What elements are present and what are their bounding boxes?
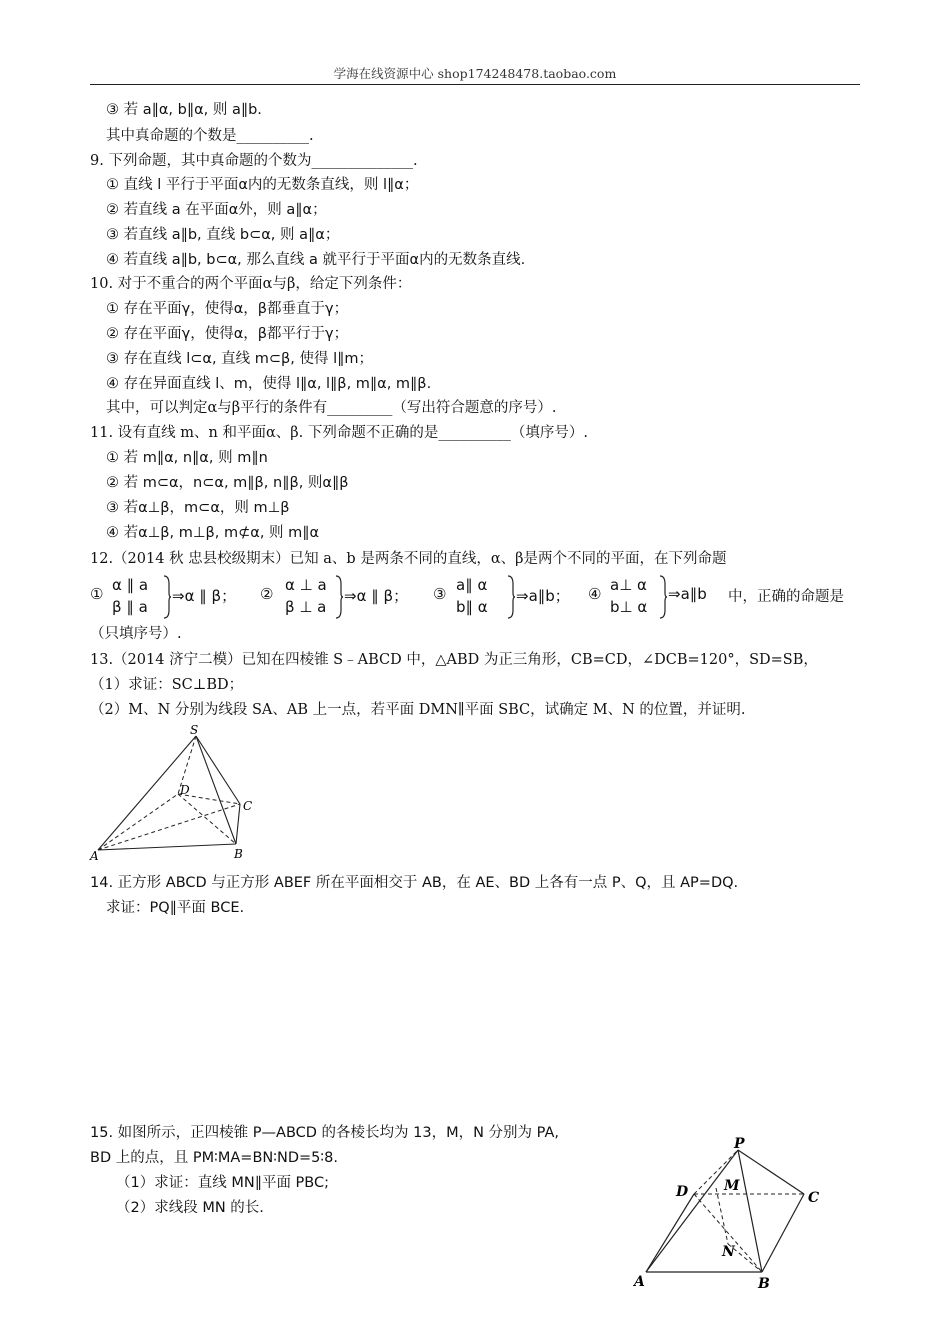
q9-item-2: ② 若直线 a 在平面α外，则 a∥α；	[106, 202, 327, 218]
q15-label-C: C	[808, 1190, 820, 1206]
q10-item-1: ① 存在平面γ，使得α，β都垂直于γ；	[106, 301, 349, 317]
sys3-conditions	[456, 574, 488, 618]
question-9: 9. 下列命题，其中真命题的个数为______________.	[90, 153, 418, 169]
sys3-cond-a: a∥ α	[456, 576, 488, 594]
q10-item-3: ③ 存在直线 l⊂α, 直线 m⊂β, 使得 l∥m；	[106, 351, 374, 367]
q15-label-A: A	[634, 1274, 645, 1290]
q13-part-1: （1）求证：SC⊥BD；	[90, 677, 244, 693]
q9-item-4: ④ 若直线 a∥b, b⊂α, 那么直线 a 就平行于平面α内的无数条直线.	[106, 252, 526, 268]
q12-tail: 中，正确的命题是	[728, 589, 844, 605]
q11-item-1: ① 若 m∥α, n∥α, 则 m∥n	[106, 450, 268, 466]
question-10: 10. 对于不重合的两个平面α与β，给定下列条件：	[90, 276, 412, 292]
q13-label-B: B	[234, 847, 243, 861]
page-header: 学海在线资源中心 shop174248478.taobao.com	[333, 66, 617, 81]
sys3-number: ③	[433, 585, 447, 603]
right-brace-icon	[334, 574, 344, 620]
q13-pyramid-figure	[88, 722, 268, 862]
q12-systems	[90, 574, 870, 620]
line-8-prompt: 其中真命题的个数是__________.	[106, 128, 314, 144]
sys1-number: ①	[90, 585, 104, 603]
q13-label-C: C	[243, 799, 253, 813]
q15-part-1: （1）求证：直线 MN∥平面 PBC;	[116, 1175, 329, 1191]
question-15: 15. 如图所示，正四棱锥 P—ABCD 的各棱长均为 13，M，N 分别为 PA,	[90, 1125, 560, 1141]
question-11: 11. 设有直线 m、n 和平面α、β. 下列命题不正确的是__________（填序号）.	[90, 425, 588, 441]
q15-pyramid-figure	[632, 1132, 832, 1292]
q9-item-1: ① 直线 l 平行于平面α内的无数条直线，则 l∥α；	[106, 177, 419, 193]
question-14: 14. 正方形 ABCD 与正方形 ABEF 所在平面相交于 AB，在 AE、BD 上各有一点 P、Q，且 AP=DQ.	[90, 875, 739, 891]
header-rule	[90, 84, 860, 85]
sys4-conditions	[610, 574, 647, 618]
sys2-conditions	[285, 574, 327, 618]
q13-part-2: （2）M、N 分别为线段 SA、AB 上一点，若平面 DMN∥平面 SBC，试确定 M、N 的位置，并证明.	[90, 702, 746, 718]
sys2-result: ⇒α ∥ β；	[344, 587, 409, 605]
q12-end: （只填序号）.	[90, 626, 182, 642]
line-8-3: ③ 若 a∥α, b∥α, 则 a∥b.	[106, 102, 262, 118]
question-12: 12.（2014 秋 忠县校级期末）已知 a、b 是两条不同的直线，α、β是两个不同的平面，在下列命题	[90, 551, 727, 567]
sys1-cond-a: α ∥ a	[112, 576, 149, 594]
sys3-result: ⇒a∥b；	[516, 587, 570, 605]
sys1-result: ⇒α ∥ β；	[172, 587, 237, 605]
q11-item-3: ③ 若α⊥β，m⊂α，则 m⊥β	[106, 500, 290, 516]
sys2-cond-a: α ⊥ a	[285, 576, 327, 594]
q10-item-4: ④ 存在异面直线 l、m，使得 l∥α, l∥β, m∥α, m∥β.	[106, 376, 432, 392]
q15-label-B: B	[758, 1276, 770, 1292]
right-brace-icon	[658, 574, 668, 620]
q10-item-2: ② 存在平面γ，使得α，β都平行于γ；	[106, 326, 349, 342]
right-brace-icon	[162, 574, 172, 620]
sys2-cond-b: β ⊥ a	[285, 598, 327, 616]
sys4-result: ⇒a∥b	[668, 585, 707, 603]
sys4-number: ④	[588, 585, 602, 603]
sys1-conditions	[112, 574, 148, 618]
q13-label-S: S	[190, 723, 199, 737]
q15-cont: BD 上的点，且 PM∶MA=BN∶ND=5∶8.	[90, 1150, 339, 1166]
right-brace-icon	[506, 574, 516, 620]
q14-prove: 求证：PQ∥平面 BCE.	[106, 900, 245, 916]
q13-label-D: D	[180, 783, 190, 797]
q13-label-A: A	[90, 849, 99, 862]
q15-part-2: （2）求线段 MN 的长.	[116, 1200, 264, 1216]
sys1-cond-b: β ∥ a	[112, 598, 148, 616]
q15-label-D: D	[676, 1184, 689, 1200]
q15-label-M: M	[724, 1178, 740, 1194]
q9-item-3: ③ 若直线 a∥b, 直线 b⊂α, 则 a∥α；	[106, 227, 340, 243]
q15-label-N: N	[722, 1244, 735, 1260]
question-13: 13.（2014 济宁二模）已知在四棱锥 S﹣ABCD 中，△ABD 为正三角形，CB=CD，∠DCB=120°，SD=SB，	[90, 652, 818, 668]
q15-label-P: P	[734, 1136, 745, 1152]
sys4-cond-a: a⊥ α	[610, 576, 647, 594]
sys3-cond-b: b∥ α	[456, 598, 488, 616]
q11-item-2: ② 若 m⊂α，n⊂α, m∥β, n∥β, 则α∥β	[106, 475, 349, 491]
q10-prompt: 其中，可以判定α与β平行的条件有_________（写出符合题意的序号）.	[106, 400, 557, 416]
q11-item-4: ④ 若α⊥β, m⊥β, m⊄α, 则 m∥α	[106, 525, 320, 541]
sys2-number: ②	[260, 585, 274, 603]
sys4-cond-b: b⊥ α	[610, 598, 648, 616]
